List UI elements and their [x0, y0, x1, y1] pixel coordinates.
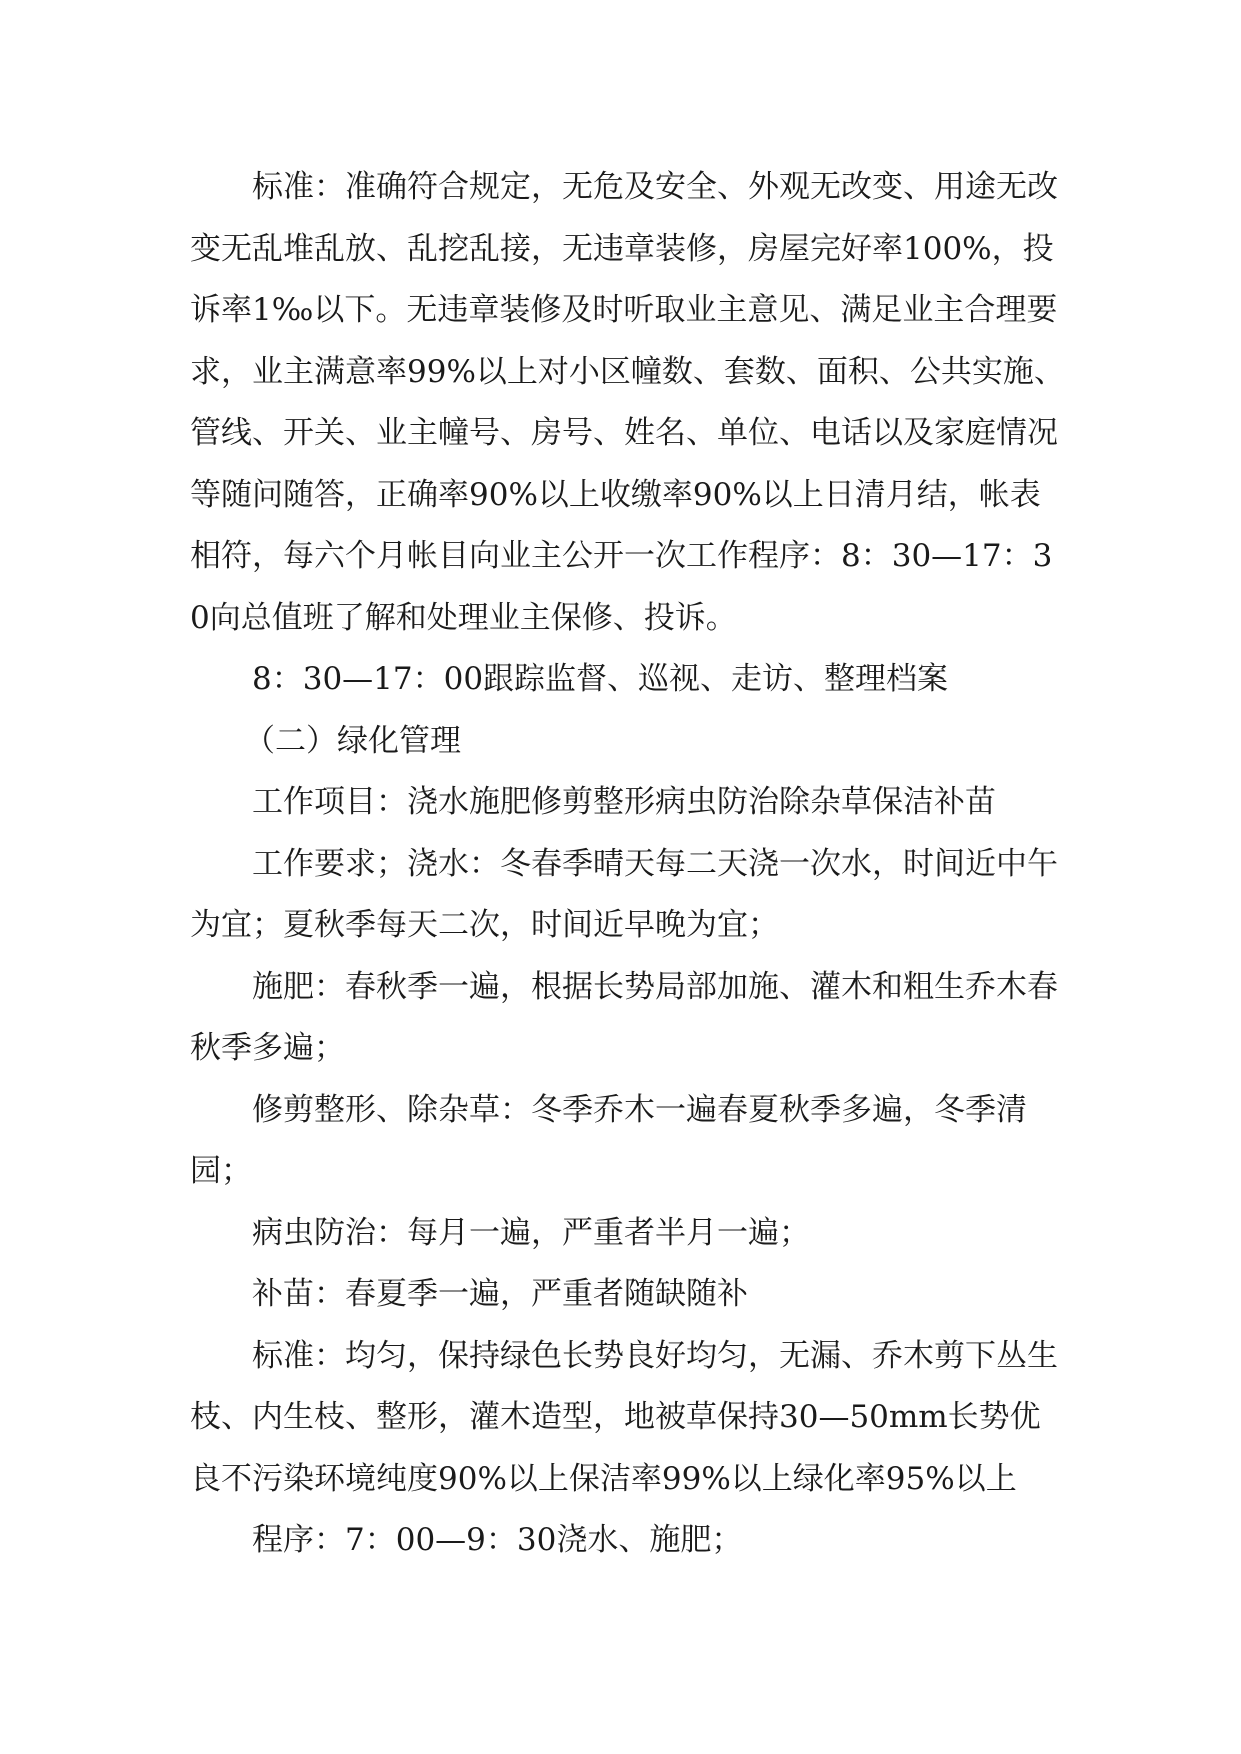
paragraph-work-items: 工作项目：浇水施肥修剪整形病虫防治除杂草保洁补苗 [252, 784, 996, 820]
paragraph-standards-greening: 标准：均匀，保持绿色长势良好均匀，无漏、乔木剪下丛生枝、内生枝、整形，灌木造型，地被草保持30—50mm长势优良不污染环境纯度90%以上保洁率99%以上绿化率95%以上 [190, 1337, 1058, 1497]
paragraph-replanting: 补苗：春夏季一遍，严重者随缺随补 [252, 1276, 748, 1312]
paragraph-schedule-supervision: 8：30—17：00跟踪监督、巡视、走访、整理档案 [252, 661, 949, 697]
document-body [190, 157, 1070, 1572]
paragraph-pest-control: 病虫防治：每月一遍，严重者半月一遍； [252, 1214, 810, 1251]
section-heading-greening: （二）绿化管理 [244, 722, 461, 759]
paragraph-watering: 工作要求；浇水：冬春季晴天每二天浇一次水，时间近中午为宜；夏秋季每天二次，时间近早晚为宜； [190, 845, 1058, 943]
paragraph-fertilizing: 施肥：春秋季一遍，根据长势局部加施、灌木和粗生乔木春秋季多遍； [190, 968, 1058, 1066]
paragraph-procedure: 程序：7：00—9：30浇水、施肥； [252, 1522, 743, 1558]
paragraph-pruning: 修剪整形、除杂草：冬季乔木一遍春夏秋季多遍，冬季清园； [190, 1091, 1027, 1189]
paragraph-standards-housing: 标准：准确符合规定，无危及安全、外观无改变、用途无改变无乱堆乱放、乱挖乱接，无违章装修，房屋完好率100%，投诉率1‰以下。无违章装修及时听取业主意见、满足业主合理要求，业主满意率99%以上对小区幢数、套数、面积、公共实施、管线、开关、业主幢号、房号、姓名、单位、电话以及家庭情况等随问随答，正确率90%以上收缴率90%以上日清月结，帐表相符，每六个月帐目向业主公开一次工作程序：8：30—17：30向总值班了解和处理业主保修、投诉。 [190, 169, 1065, 636]
